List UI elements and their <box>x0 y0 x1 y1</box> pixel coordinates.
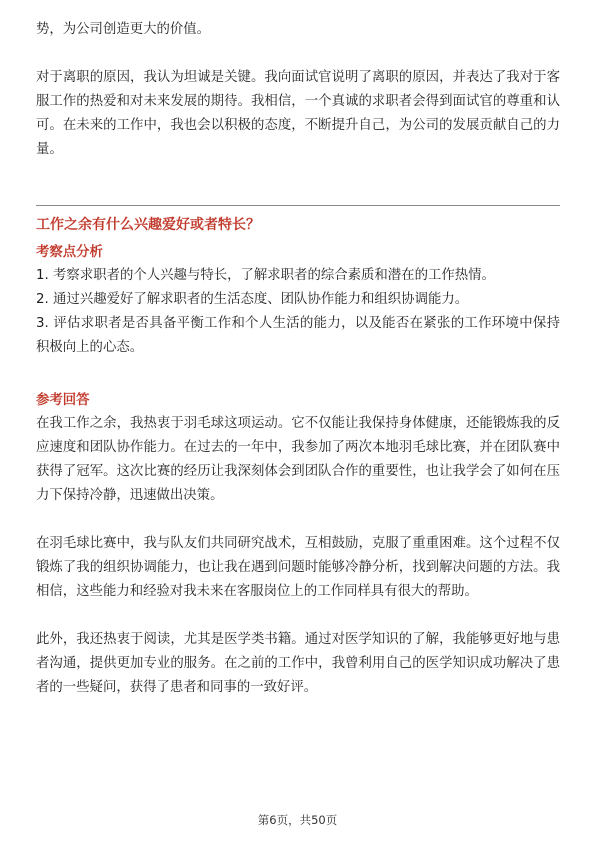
analysis-item-2: 2. 通过兴趣爱好了解求职者的生活态度、团队协作能力和组织协调能力。 <box>36 292 469 307</box>
analysis-item-1: 1. 考察求职者的个人兴趣与特长，了解求职者的综合素质和潜在的工作热情。 <box>36 268 495 283</box>
analysis-block <box>36 242 560 360</box>
intro-paragraph: 对于离职的原因，我认为坦诚是关键。我向面试官说明了离职的原因，并表达了我对于客服工作的热爱和对未来发展的期待。我相信，一个真诚的求职者会得到面试官的尊重和认可。在未来的工作中，我也会以积极的态度，不断提升自己，为公司的发展贡献自己的力量。 <box>36 70 560 157</box>
answer-heading: 参考回答 <box>36 393 90 408</box>
analysis-heading: 考察点分析 <box>36 245 103 260</box>
section-divider <box>36 205 560 206</box>
analysis-item-3: 3. 评估求职者是否具备平衡工作和个人生活的能力，以及能否在紧张的工作环境中保持积极向上的心态。 <box>36 316 560 355</box>
question-title: 工作之余有什么兴趣爱好或者特长？ <box>36 217 260 233</box>
intro-tail-text: 势，为公司创造更大的价值。 <box>36 22 211 37</box>
answer-block <box>36 390 560 700</box>
page-number: 第6页，共50页 <box>257 813 338 827</box>
answer-paragraph-3: 此外，我还热衷于阅读，尤其是医学类书籍。通过对医学知识的了解，我能够更好地与患者沟通，提供更加专业的服务。在之前的工作中，我曾利用自己的医学知识成功解决了患者的一些疑问，获得了患者和同事的一致好评。 <box>36 632 560 695</box>
intro-block <box>36 18 560 162</box>
answer-paragraph-1: 在我工作之余，我热衷于羽毛球这项运动。它不仅能让我保持身体健康，还能锻炼我的反应速度和团队协作能力。在过去的一年中，我参加了两次本地羽毛球比赛，并在团队赛中获得了冠军。这次比赛的经历让我深刻体会到团队合作的重要性，也让我学会了如何在压力下保持冷静，迅速做出决策。 <box>36 416 560 503</box>
answer-paragraph-2: 在羽毛球比赛中，我与队友们共同研究战术，互相鼓励，克服了重重困难。这个过程不仅锻炼了我的组织协调能力，也让我在遇到问题时能够冷静分析，找到解决问题的方法。我相信，这些能力和经验对我未来在客服岗位上的工作同样具有很大的帮助。 <box>36 536 560 599</box>
